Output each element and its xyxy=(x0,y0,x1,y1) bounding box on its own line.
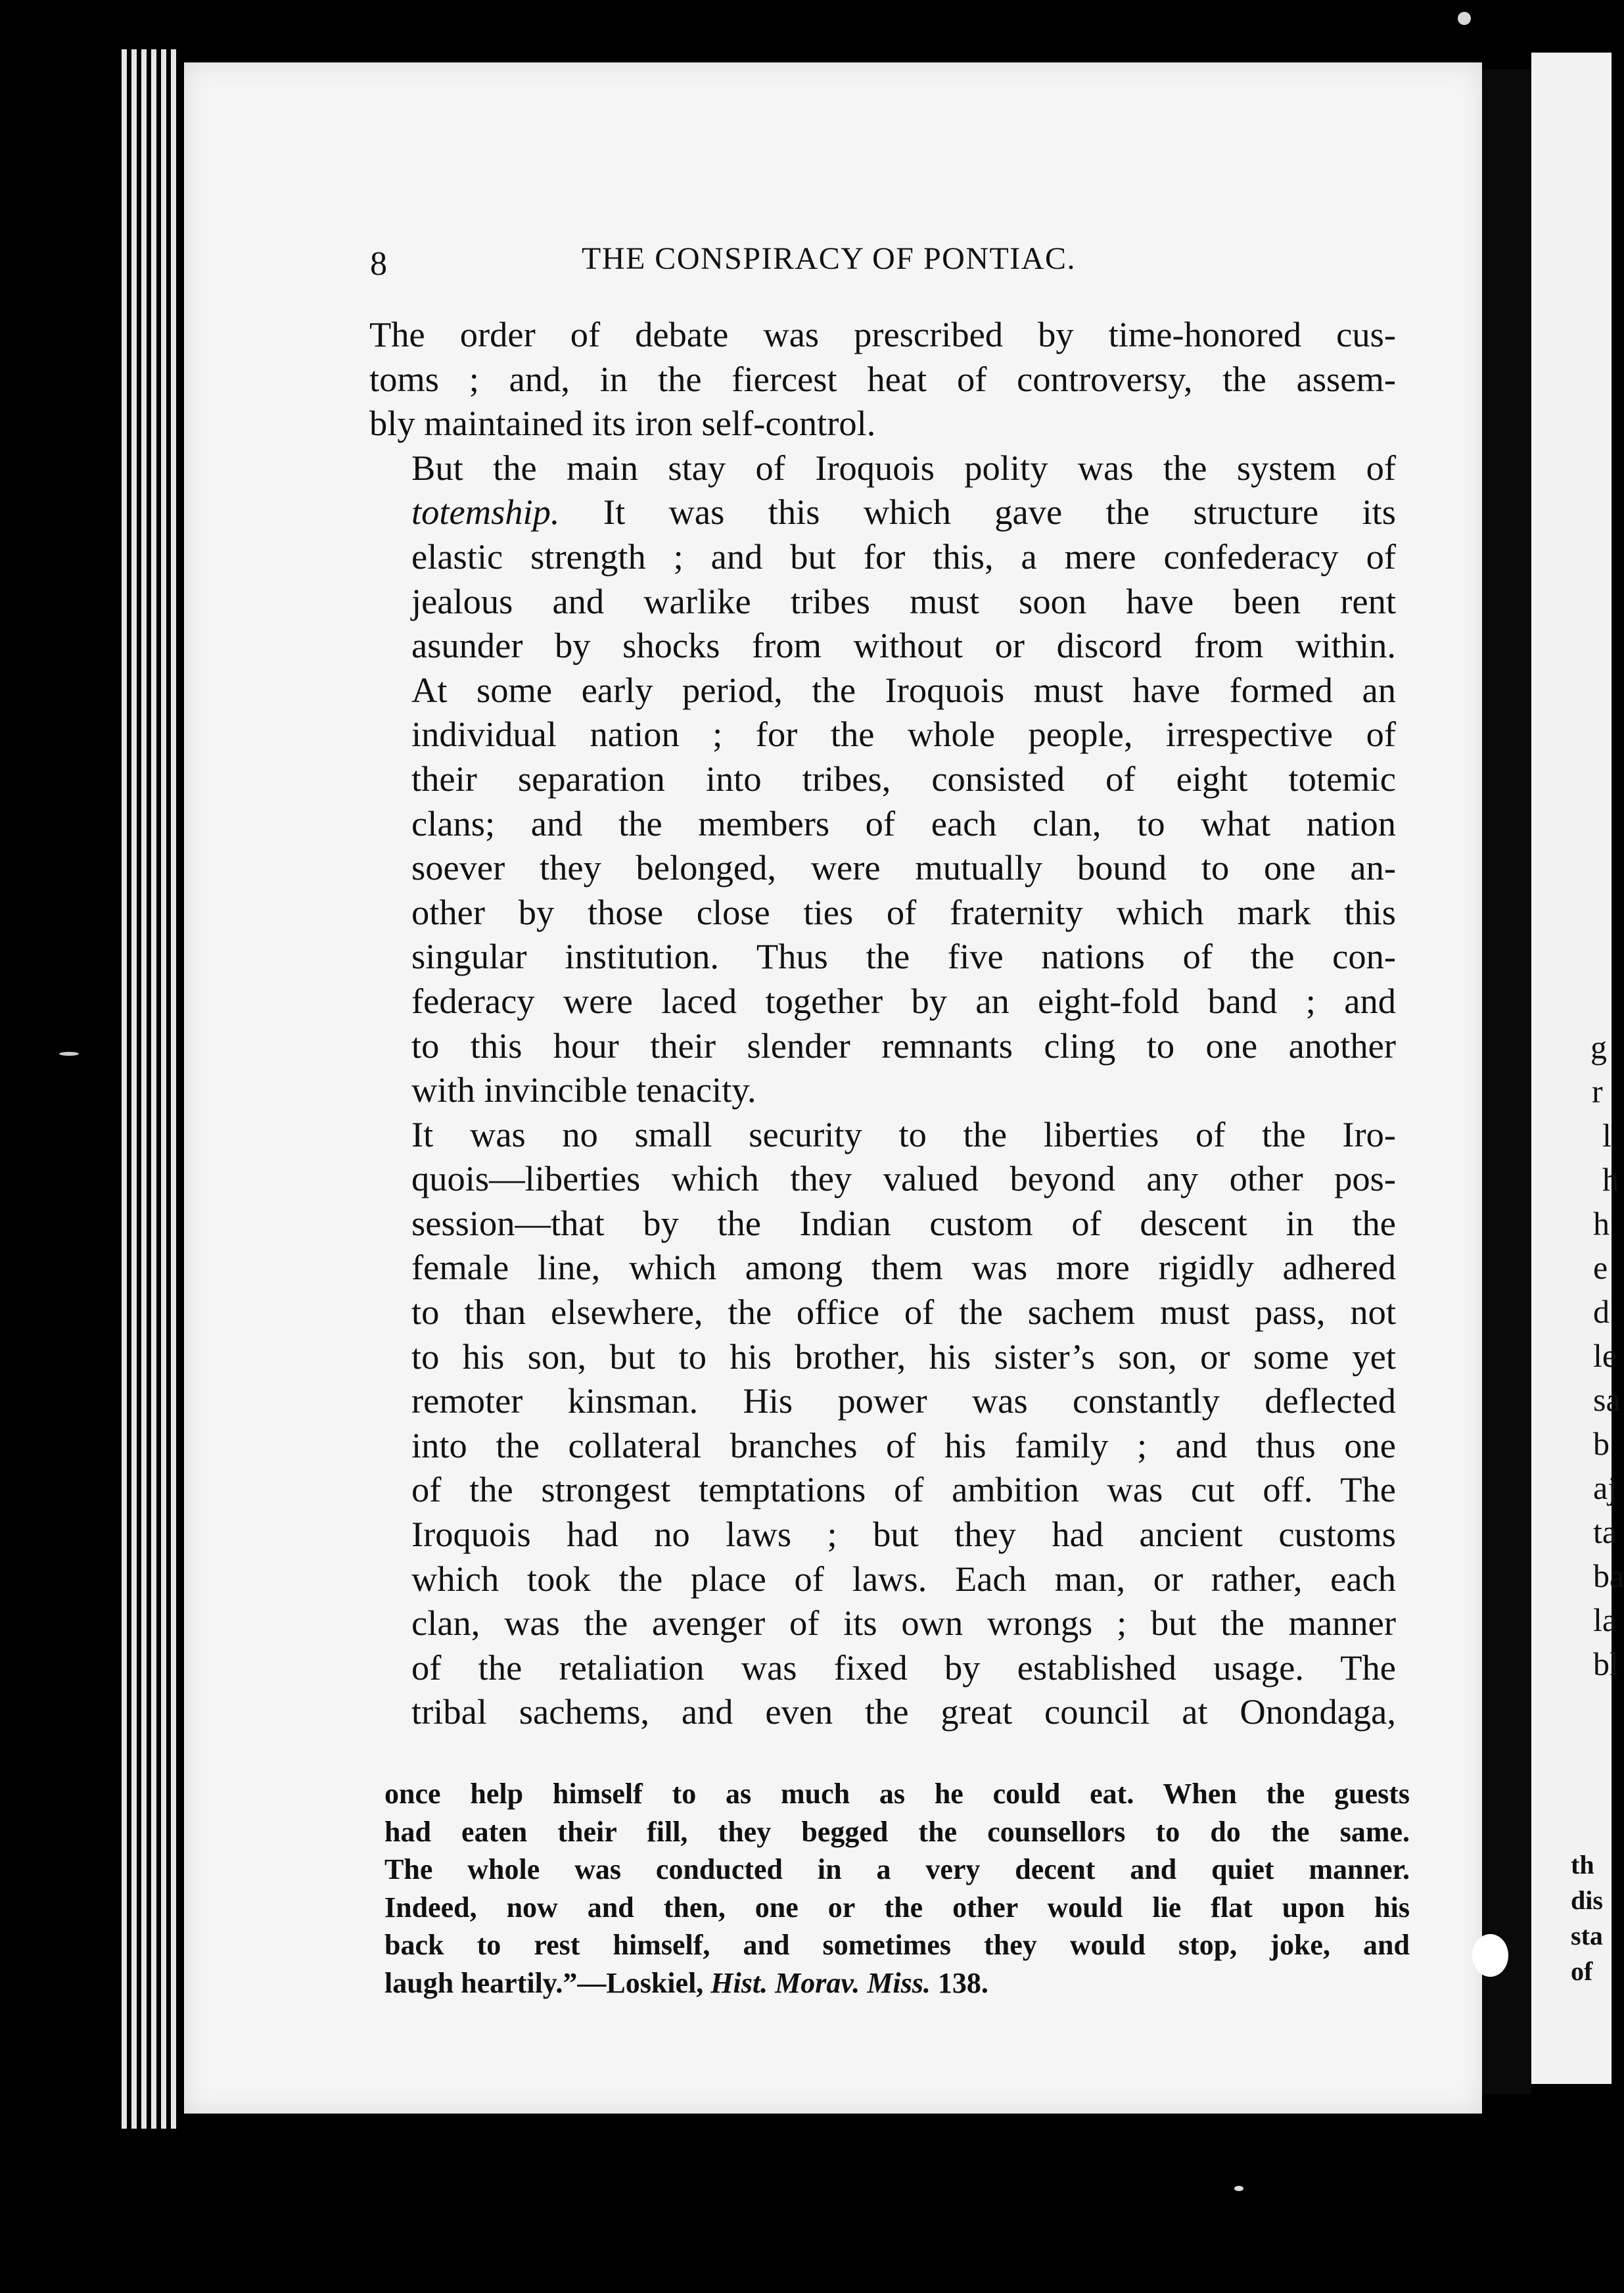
scan-speck xyxy=(1234,2186,1243,2191)
text-line: of the strongest temptations of ambition was cut off. The xyxy=(411,1469,1396,1510)
running-title: THE CONSPIRACY OF PONTIAC. xyxy=(582,241,1076,276)
fragment: r xyxy=(1592,1073,1603,1110)
text-line: of the retaliation was fixed by established usage. The xyxy=(411,1647,1396,1688)
footnote-line: Indeed, now and then, one or the other would lie flat upon his xyxy=(384,1891,1410,1924)
text-line: tribal sachems, and even the great council at Onondaga, xyxy=(411,1691,1396,1732)
page-edge-3 xyxy=(141,49,147,2129)
fragment: l xyxy=(1602,1117,1612,1154)
text-line: singular institution. Thus the five nations of the con- xyxy=(411,936,1396,977)
page-edge-2 xyxy=(131,49,137,2129)
text-line: their separation into tribes, consisted of eight totemic xyxy=(411,758,1396,799)
fragment: h xyxy=(1593,1205,1610,1242)
text-line: Iroquois had no laws ; but they had ancient customs xyxy=(411,1514,1396,1555)
text-line: clan, was the avenger of its own wrongs ; but the manner xyxy=(411,1603,1396,1643)
text-line: bly maintained its iron self-control. xyxy=(369,403,876,444)
page-edge-6 xyxy=(171,49,176,2129)
fragment: sa xyxy=(1593,1381,1621,1418)
text-line: to his son, but to his brother, his sister’s son, or some yet xyxy=(411,1336,1396,1377)
page-edge-4 xyxy=(151,49,156,2129)
text-line: The order of debate was prescribed by time-honored cus- xyxy=(369,314,1396,354)
fragment: h xyxy=(1602,1161,1619,1198)
text-line: federacy were laced together by an eight-fold band ; and xyxy=(411,980,1396,1021)
body-text xyxy=(369,312,1396,1734)
fragment: b xyxy=(1593,1425,1610,1462)
fragment: d xyxy=(1593,1293,1610,1330)
footnote-page-ref: 138. xyxy=(930,1966,988,1999)
text-line-with-italic xyxy=(369,490,1396,534)
footnote-source-title: Hist. Morav. Miss. xyxy=(710,1966,931,1999)
text-line: individual nation ; for the whole people, irrespective of xyxy=(411,714,1396,755)
text-line: remoter kinsman. His power was constantly deflected xyxy=(411,1381,1396,1421)
book-gutter xyxy=(1482,69,1531,2094)
paragraph-2 xyxy=(369,446,1396,1112)
footnote-line: had eaten their fill, they begged the counsellors to do the same. xyxy=(384,1815,1410,1848)
footnote-line: The whole was conducted in a very decent and quiet manner. xyxy=(384,1853,1410,1885)
text-line: jealous and warlike tribes must soon have been rent xyxy=(411,580,1396,621)
page-edge-1 xyxy=(122,49,127,2129)
page-edge-5 xyxy=(161,49,166,2129)
text-line: with invincible tenacity. xyxy=(411,1070,756,1110)
fragment: ba xyxy=(1593,1557,1624,1594)
fragment: la xyxy=(1593,1601,1617,1638)
fragment: of xyxy=(1571,1956,1593,1986)
text-line: But the main stay of Iroquois polity was the system of xyxy=(411,447,1396,488)
fragment: dis xyxy=(1571,1885,1603,1915)
scan-speck xyxy=(1458,12,1471,25)
text-line: to this hour their slender remnants cling to one another xyxy=(411,1025,1396,1066)
text-line: toms ; and, in the fiercest heat of controversy, the assem- xyxy=(369,358,1396,399)
fragment: ta xyxy=(1593,1513,1617,1550)
text-line: to than elsewhere, the office of the sachem must pass, not xyxy=(411,1292,1396,1333)
text-line: It was no small security to the liberties of the Iro- xyxy=(411,1114,1396,1154)
footnote xyxy=(384,1775,1410,2002)
text-line: elastic strength ; and but for this, a mere confederacy of xyxy=(411,536,1396,577)
footnote-text: laugh heartily.”—Loskiel, xyxy=(384,1966,711,1999)
paragraph-3 xyxy=(369,1112,1396,1734)
scan-speck xyxy=(1472,1934,1508,1977)
scan-speck xyxy=(59,1052,79,1056)
text-line: At some early period, the Iroquois must have formed an xyxy=(411,669,1396,710)
facing-page-footnote xyxy=(1571,1847,1603,1989)
text-line: asunder by shocks from without or discord from within. xyxy=(411,625,1396,666)
footnote-line: once help himself to as much as he could eat. When the guests xyxy=(384,1778,1410,1810)
text-line: into the collateral branches of his family ; and thus one xyxy=(411,1425,1396,1465)
fragment: bl xyxy=(1593,1645,1619,1682)
fragment: aj xyxy=(1593,1469,1617,1506)
fragment: e xyxy=(1593,1249,1608,1286)
fragment: sta xyxy=(1571,1921,1603,1950)
facing-page-text xyxy=(1564,1026,1624,1686)
fragment: le xyxy=(1593,1337,1617,1374)
text-line: session—that by the Indian custom of descent in the xyxy=(411,1202,1396,1243)
text-line: which took the place of laws. Each man, or rather, each xyxy=(411,1558,1396,1599)
text-line: other by those close ties of fraternity which mark this xyxy=(411,891,1396,932)
text-fragment: It was this which gave the structure its xyxy=(559,492,1396,532)
italic-term: totemship. xyxy=(411,492,560,532)
footnote-citation-line xyxy=(384,1964,1410,2002)
fragment: g xyxy=(1590,1029,1607,1066)
fragment: th xyxy=(1571,1850,1594,1879)
page-number: 8 xyxy=(370,245,387,283)
text-line: clans; and the members of each clan, to what nation xyxy=(411,803,1396,843)
paragraph-1 xyxy=(369,312,1396,446)
footnote-line: back to rest himself, and sometimes they would stop, joke, and xyxy=(384,1929,1410,1961)
text-line: quois—liberties which they valued beyond any other pos- xyxy=(411,1158,1396,1199)
text-line: soever they belonged, were mutually bound to one an- xyxy=(411,847,1396,888)
text-line: female line, which among them was more rigidly adhered xyxy=(411,1247,1396,1288)
